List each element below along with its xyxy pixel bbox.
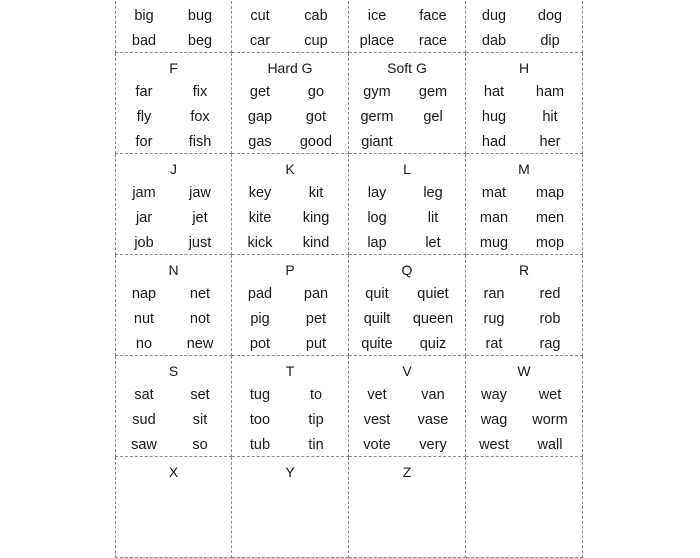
card-word: new	[186, 336, 214, 352]
card-word: big	[134, 8, 154, 24]
letter-card	[232, 0, 349, 53]
card-word: pot	[249, 336, 271, 352]
card-word: cup	[304, 33, 328, 49]
card-word: key	[248, 185, 272, 201]
card-heading: T	[285, 363, 295, 379]
card-word: fish	[188, 134, 212, 150]
card-word: nap	[131, 286, 157, 302]
card-word: no	[135, 336, 153, 352]
card-word: very	[419, 437, 447, 453]
card-heading: J	[170, 161, 177, 177]
card-heading: Soft G	[387, 60, 427, 76]
card-row	[115, 457, 585, 558]
card-word: had	[481, 134, 507, 150]
card-word: leg	[423, 185, 443, 201]
card-word: mop	[535, 235, 565, 251]
letter-card	[466, 255, 583, 356]
card-word: map	[535, 185, 565, 201]
card-word: get	[249, 84, 271, 100]
card-word: pad	[247, 286, 273, 302]
card-heading: S	[168, 363, 179, 379]
card-heading: R	[518, 262, 530, 278]
card-word: so	[192, 437, 208, 453]
phonics-word-card-sheet	[115, 0, 585, 558]
card-word: kit	[308, 185, 324, 201]
card-heading: X	[168, 464, 179, 480]
card-word: pet	[305, 311, 327, 327]
card-word: rob	[539, 311, 561, 327]
card-word: good	[299, 134, 333, 150]
card-word: bug	[187, 8, 213, 24]
card-word: mug	[479, 235, 509, 251]
card-word: worm	[532, 412, 568, 428]
letter-card	[115, 255, 232, 356]
card-heading: N	[168, 262, 179, 278]
card-word: man	[479, 210, 509, 226]
card-word: quite	[361, 336, 393, 352]
card-word: wet	[538, 387, 562, 403]
letter-card	[115, 457, 232, 558]
card-word: car	[249, 33, 271, 49]
letter-card	[349, 53, 466, 154]
card-word: far	[135, 84, 153, 100]
card-word: mat	[481, 185, 507, 201]
card-word: her	[539, 134, 561, 150]
letter-card	[349, 0, 466, 53]
card-heading: Y	[285, 464, 295, 480]
card-word: tip	[308, 412, 324, 428]
card-word: quiet	[417, 286, 449, 302]
card-word: sud	[132, 412, 156, 428]
card-word: tug	[249, 387, 271, 403]
card-word: race	[418, 33, 448, 49]
card-row	[115, 154, 585, 255]
card-word: dog	[537, 8, 563, 24]
letter-card	[466, 154, 583, 255]
card-word: germ	[360, 109, 394, 125]
card-heading: Q	[401, 262, 413, 278]
letter-card	[466, 0, 583, 53]
card-word: lay	[367, 185, 387, 201]
card-word: quiz	[419, 336, 447, 352]
card-word: vote	[363, 437, 391, 453]
card-word: just	[188, 235, 212, 251]
card-word: tin	[308, 437, 324, 453]
card-word: fly	[136, 109, 152, 125]
card-word: quilt	[363, 311, 391, 327]
letter-card	[115, 0, 232, 53]
card-word: bad	[131, 33, 157, 49]
card-word: to	[309, 387, 323, 403]
letter-card	[232, 356, 349, 457]
card-word: kind	[302, 235, 330, 251]
letter-card	[466, 356, 583, 457]
card-row	[115, 356, 585, 457]
card-word: place	[359, 33, 395, 49]
card-word: pig	[250, 311, 270, 327]
letter-card	[349, 255, 466, 356]
card-word: ice	[367, 8, 387, 24]
card-heading: P	[285, 262, 295, 278]
card-word: ran	[483, 286, 505, 302]
letter-card	[232, 457, 349, 558]
card-word: vet	[367, 387, 387, 403]
card-word: hug	[481, 109, 507, 125]
card-word: king	[302, 210, 330, 226]
card-word: dab	[481, 33, 507, 49]
card-word: dip	[540, 33, 560, 49]
card-word: jaw	[189, 185, 211, 201]
card-word: jar	[135, 210, 153, 226]
card-word: not	[189, 311, 211, 327]
card-word: net	[189, 286, 211, 302]
letter-card	[115, 53, 232, 154]
letter-card	[232, 53, 349, 154]
card-word: van	[421, 387, 445, 403]
card-word: fix	[192, 84, 208, 100]
card-word: hit	[542, 109, 558, 125]
letter-card	[232, 154, 349, 255]
card-word: dug	[481, 8, 507, 24]
card-word: nut	[133, 311, 155, 327]
card-word: put	[305, 336, 327, 352]
card-word: wag	[480, 412, 508, 428]
card-heading: W	[517, 363, 531, 379]
card-word: for	[135, 134, 153, 150]
card-word: gem	[418, 84, 448, 100]
letter-card	[115, 154, 232, 255]
card-word: red	[539, 286, 561, 302]
card-word: beg	[187, 33, 213, 49]
card-word: ham	[535, 84, 565, 100]
card-word: tub	[249, 437, 271, 453]
card-word: gel	[423, 109, 443, 125]
card-word: gap	[247, 109, 273, 125]
card-word: gym	[363, 84, 391, 100]
card-heading: H	[518, 60, 530, 76]
card-word: log	[367, 210, 387, 226]
card-heading: L	[403, 161, 411, 177]
card-word: wall	[537, 437, 563, 453]
letter-card	[466, 457, 583, 558]
card-row	[115, 255, 585, 356]
letter-card	[115, 356, 232, 457]
letter-card	[349, 356, 466, 457]
card-word: hat	[483, 84, 505, 100]
card-word: go	[307, 84, 325, 100]
card-word: saw	[131, 437, 157, 453]
card-heading: Hard G	[267, 60, 313, 76]
card-heading: F	[169, 60, 178, 76]
card-word: west	[479, 437, 509, 453]
card-word: lit	[427, 210, 439, 226]
card-word: sat	[134, 387, 154, 403]
card-word: queen	[412, 311, 454, 327]
card-heading: V	[402, 363, 412, 379]
card-word: jam	[132, 185, 156, 201]
card-word: pan	[303, 286, 329, 302]
card-word: rag	[539, 336, 561, 352]
card-heading: Z	[402, 464, 412, 480]
card-word: rat	[485, 336, 503, 352]
card-word: kite	[248, 210, 272, 226]
card-word: set	[190, 387, 210, 403]
card-word: rug	[483, 311, 505, 327]
card-word: face	[419, 8, 447, 24]
card-word: got	[305, 109, 327, 125]
card-word: gas	[248, 134, 272, 150]
card-word: vase	[417, 412, 449, 428]
letter-card	[466, 53, 583, 154]
card-row	[115, 53, 585, 154]
card-word: job	[134, 235, 154, 251]
card-word: cut	[250, 8, 270, 24]
card-word: quit	[365, 286, 389, 302]
card-word: way	[481, 387, 507, 403]
card-heading: K	[285, 161, 295, 177]
card-word: sit	[192, 412, 208, 428]
card-heading: M	[518, 161, 530, 177]
card-word: men	[535, 210, 565, 226]
letter-card	[349, 154, 466, 255]
card-word: fox	[190, 109, 210, 125]
card-word: too	[249, 412, 271, 428]
card-word: cab	[304, 8, 328, 24]
card-word: let	[425, 235, 441, 251]
letter-card	[349, 457, 466, 558]
card-word: lap	[367, 235, 387, 251]
card-word: kick	[247, 235, 273, 251]
card-row	[115, 0, 585, 53]
card-word: vest	[363, 412, 391, 428]
card-word: jet	[192, 210, 208, 226]
card-word: giant	[361, 134, 393, 150]
letter-card	[232, 255, 349, 356]
